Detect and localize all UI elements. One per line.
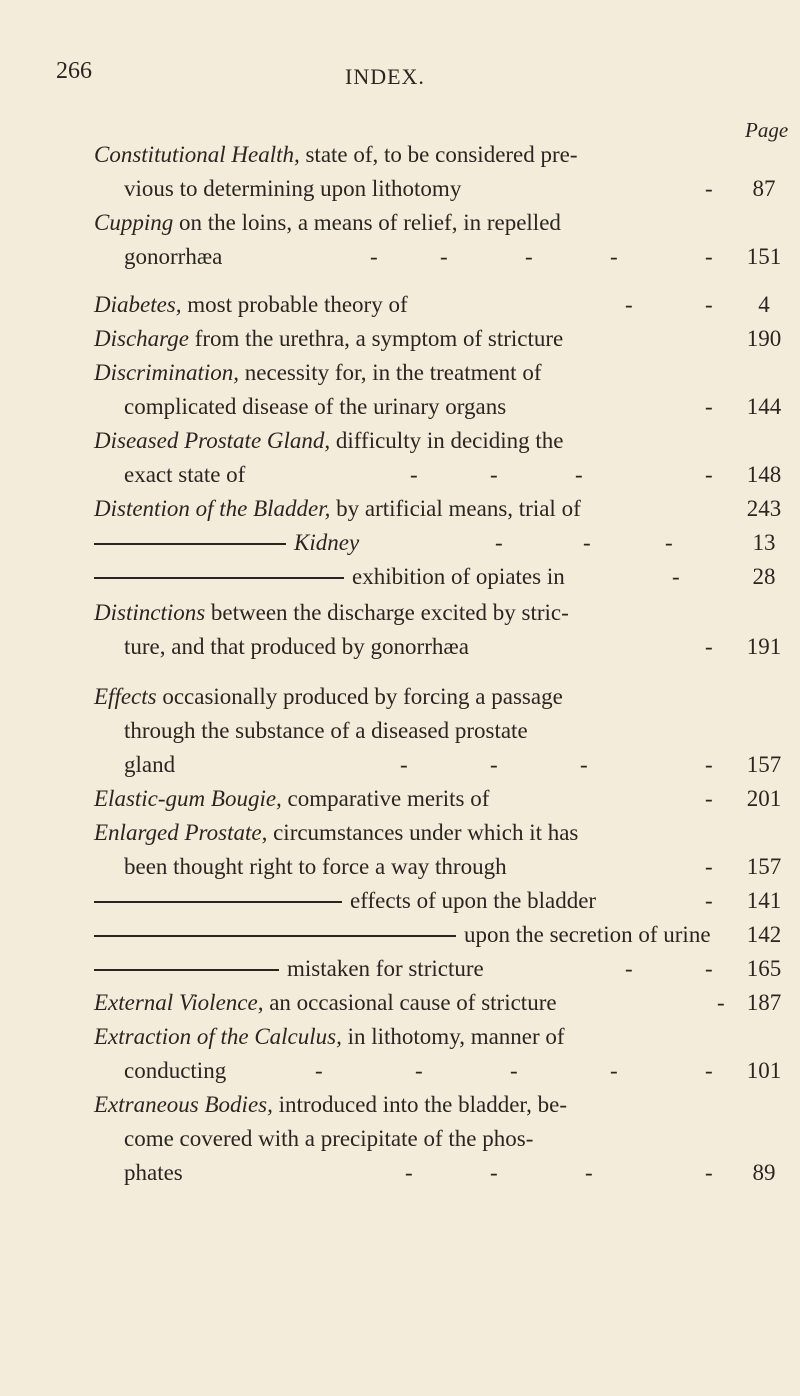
index-entry-line: Diabetes, most probable theory of - - 4 (0, 288, 800, 322)
index-entry-line: complicated disease of the urinary organs - 144 (0, 390, 800, 424)
entry-page: 28 (752, 564, 776, 589)
entry-page: 165 (746, 956, 782, 981)
entry-term: Elastic-gum Bougie, (94, 786, 282, 811)
entry-page: 13 (752, 530, 776, 555)
index-entry-line: gland - - - - 157 (0, 748, 800, 782)
entry-term: Discrimination, (94, 360, 240, 385)
entry-page: 190 (746, 326, 782, 351)
index-entry-line: exhibition of opiates in - 28 (0, 560, 800, 594)
entry-continuation: been thought right to force a way through (124, 854, 507, 879)
entry-page: 148 (746, 462, 782, 487)
entry-text: exhibition of opiates in (352, 564, 565, 589)
index-entry-line: Elastic-gum Bougie, comparative merits of - 201 (0, 782, 800, 816)
index-entry-line: External Violence, an occasional cause of stricture - 187 (0, 986, 800, 1020)
entry-term: Kidney (294, 530, 360, 555)
entry-page: 151 (746, 244, 782, 269)
index-entry-line: mistaken for stricture - - 165 (0, 952, 800, 986)
entry-text: comparative merits of (281, 786, 490, 811)
index-entry-line (0, 918, 800, 952)
entry-continuation: vious to determining upon lithotomy (124, 176, 462, 201)
page-title: INDEX. (345, 64, 425, 89)
index-entry-line: ture, and that produced by gonorrhæa - 191 (0, 630, 800, 664)
entry-page: 157 (746, 752, 782, 777)
index-entry-line (0, 714, 800, 748)
entry-term: Constitutional Health, (94, 142, 300, 167)
index-entry-line: gonorrhæa - - - - - 151 (0, 240, 800, 274)
entry-continuation: conducting (124, 1058, 227, 1083)
index-entry-line: Kidney - - - 13 (0, 526, 800, 560)
index-entry-line (0, 322, 800, 356)
entry-continuation: exact state of (124, 462, 246, 487)
index-entry-line (0, 138, 800, 172)
entry-text: in lithotomy, manner of (341, 1024, 565, 1049)
index-entry-line: conducting - - - - - 101 (0, 1054, 800, 1088)
entry-text: mistaken for stricture (287, 956, 484, 981)
index-entry-line (0, 424, 800, 458)
index-entry-line (0, 206, 800, 240)
entry-continuation: ture, and that produced by gonorrhæa (124, 634, 469, 659)
entry-page: 101 (746, 1058, 782, 1083)
ditto-rule (94, 935, 456, 937)
entry-text: circumstances under which it has (267, 820, 579, 845)
entry-text: most probable theory of (181, 292, 408, 317)
entry-text: occasionally produced by forcing a passage (156, 684, 563, 709)
entry-term: Extraneous Bodies, (94, 1092, 273, 1117)
entry-continuation: phates (124, 1160, 183, 1185)
entry-continuation: gland (124, 752, 176, 777)
index-entry-line: been thought right to force a way through - 157 (0, 850, 800, 884)
page-number: 266 (56, 58, 92, 84)
index-entry-line (0, 492, 800, 526)
entry-term: Extraction of the Calculus, (94, 1024, 342, 1049)
entry-term: Discharge (94, 326, 189, 351)
entry-term: Effects (94, 684, 157, 709)
entry-text: an occasional cause of stricture (263, 990, 557, 1015)
index-entry-line: effects of upon the bladder - 141 (0, 884, 800, 918)
entry-continuation: come covered with a precipitate of the phos- (124, 1126, 534, 1151)
entry-page: 187 (746, 990, 782, 1015)
entry-page: 157 (746, 854, 782, 879)
entry-term: Enlarged Prostate, (94, 820, 268, 845)
index-entry-line (0, 1020, 800, 1054)
entry-page: 142 (746, 922, 782, 947)
entry-page: 243 (746, 496, 782, 521)
entry-continuation: gonorrhæa (124, 244, 223, 269)
entry-continuation: through the substance of a diseased prostate (124, 718, 528, 743)
entry-text: necessity for, in the treatment of (239, 360, 542, 385)
entry-term: Diseased Prostate Gland, (94, 428, 331, 453)
entry-page: 87 (752, 176, 776, 201)
entry-text: between the discharge excited by stric- (205, 600, 569, 625)
entry-text: by artificial means, trial of (330, 496, 581, 521)
entry-term: Distinctions (94, 600, 206, 625)
ditto-rule (94, 543, 286, 545)
index-entry-line: phates - - - - 89 (0, 1156, 800, 1190)
index-entry-line: exact state of - - - - 148 (0, 458, 800, 492)
index-entry-line (0, 680, 800, 714)
page-column-label: Page (745, 118, 789, 142)
entry-text: difficulty in deciding the (330, 428, 564, 453)
entry-term: Diabetes, (94, 292, 182, 317)
entry-text: from the urethra, a symptom of stricture (188, 326, 564, 351)
entry-text: introduced into the bladder, be- (272, 1092, 568, 1117)
entry-page: 141 (746, 888, 782, 913)
entry-text: effects of upon the bladder (350, 888, 597, 913)
index-entry-line (0, 1088, 800, 1122)
entry-page: 89 (752, 1160, 776, 1185)
index-entry-line (0, 1122, 800, 1156)
entry-text: on the loins, a means of relief, in repelled (173, 210, 561, 235)
entry-term: Cupping (94, 210, 174, 235)
index-entry-line (0, 816, 800, 850)
entry-page: 191 (746, 634, 782, 659)
entry-term: External Violence, (94, 990, 264, 1015)
entry-page: 4 (758, 292, 770, 317)
entry-text: state of, to be considered pre- (299, 142, 578, 167)
entry-term: Distention of the Bladder, (94, 496, 331, 521)
index-entry-line: vious to determining upon lithotomy - 87 (0, 172, 800, 206)
index-entry-line (0, 356, 800, 390)
entry-page: 144 (746, 394, 782, 419)
ditto-rule (94, 901, 342, 903)
ditto-rule (94, 969, 279, 971)
index-entry-line (0, 596, 800, 630)
entry-page: 201 (746, 786, 782, 811)
entry-continuation: complicated disease of the urinary organs (124, 394, 507, 419)
ditto-rule (94, 577, 344, 579)
entry-text: upon the secretion of urine (464, 922, 711, 947)
